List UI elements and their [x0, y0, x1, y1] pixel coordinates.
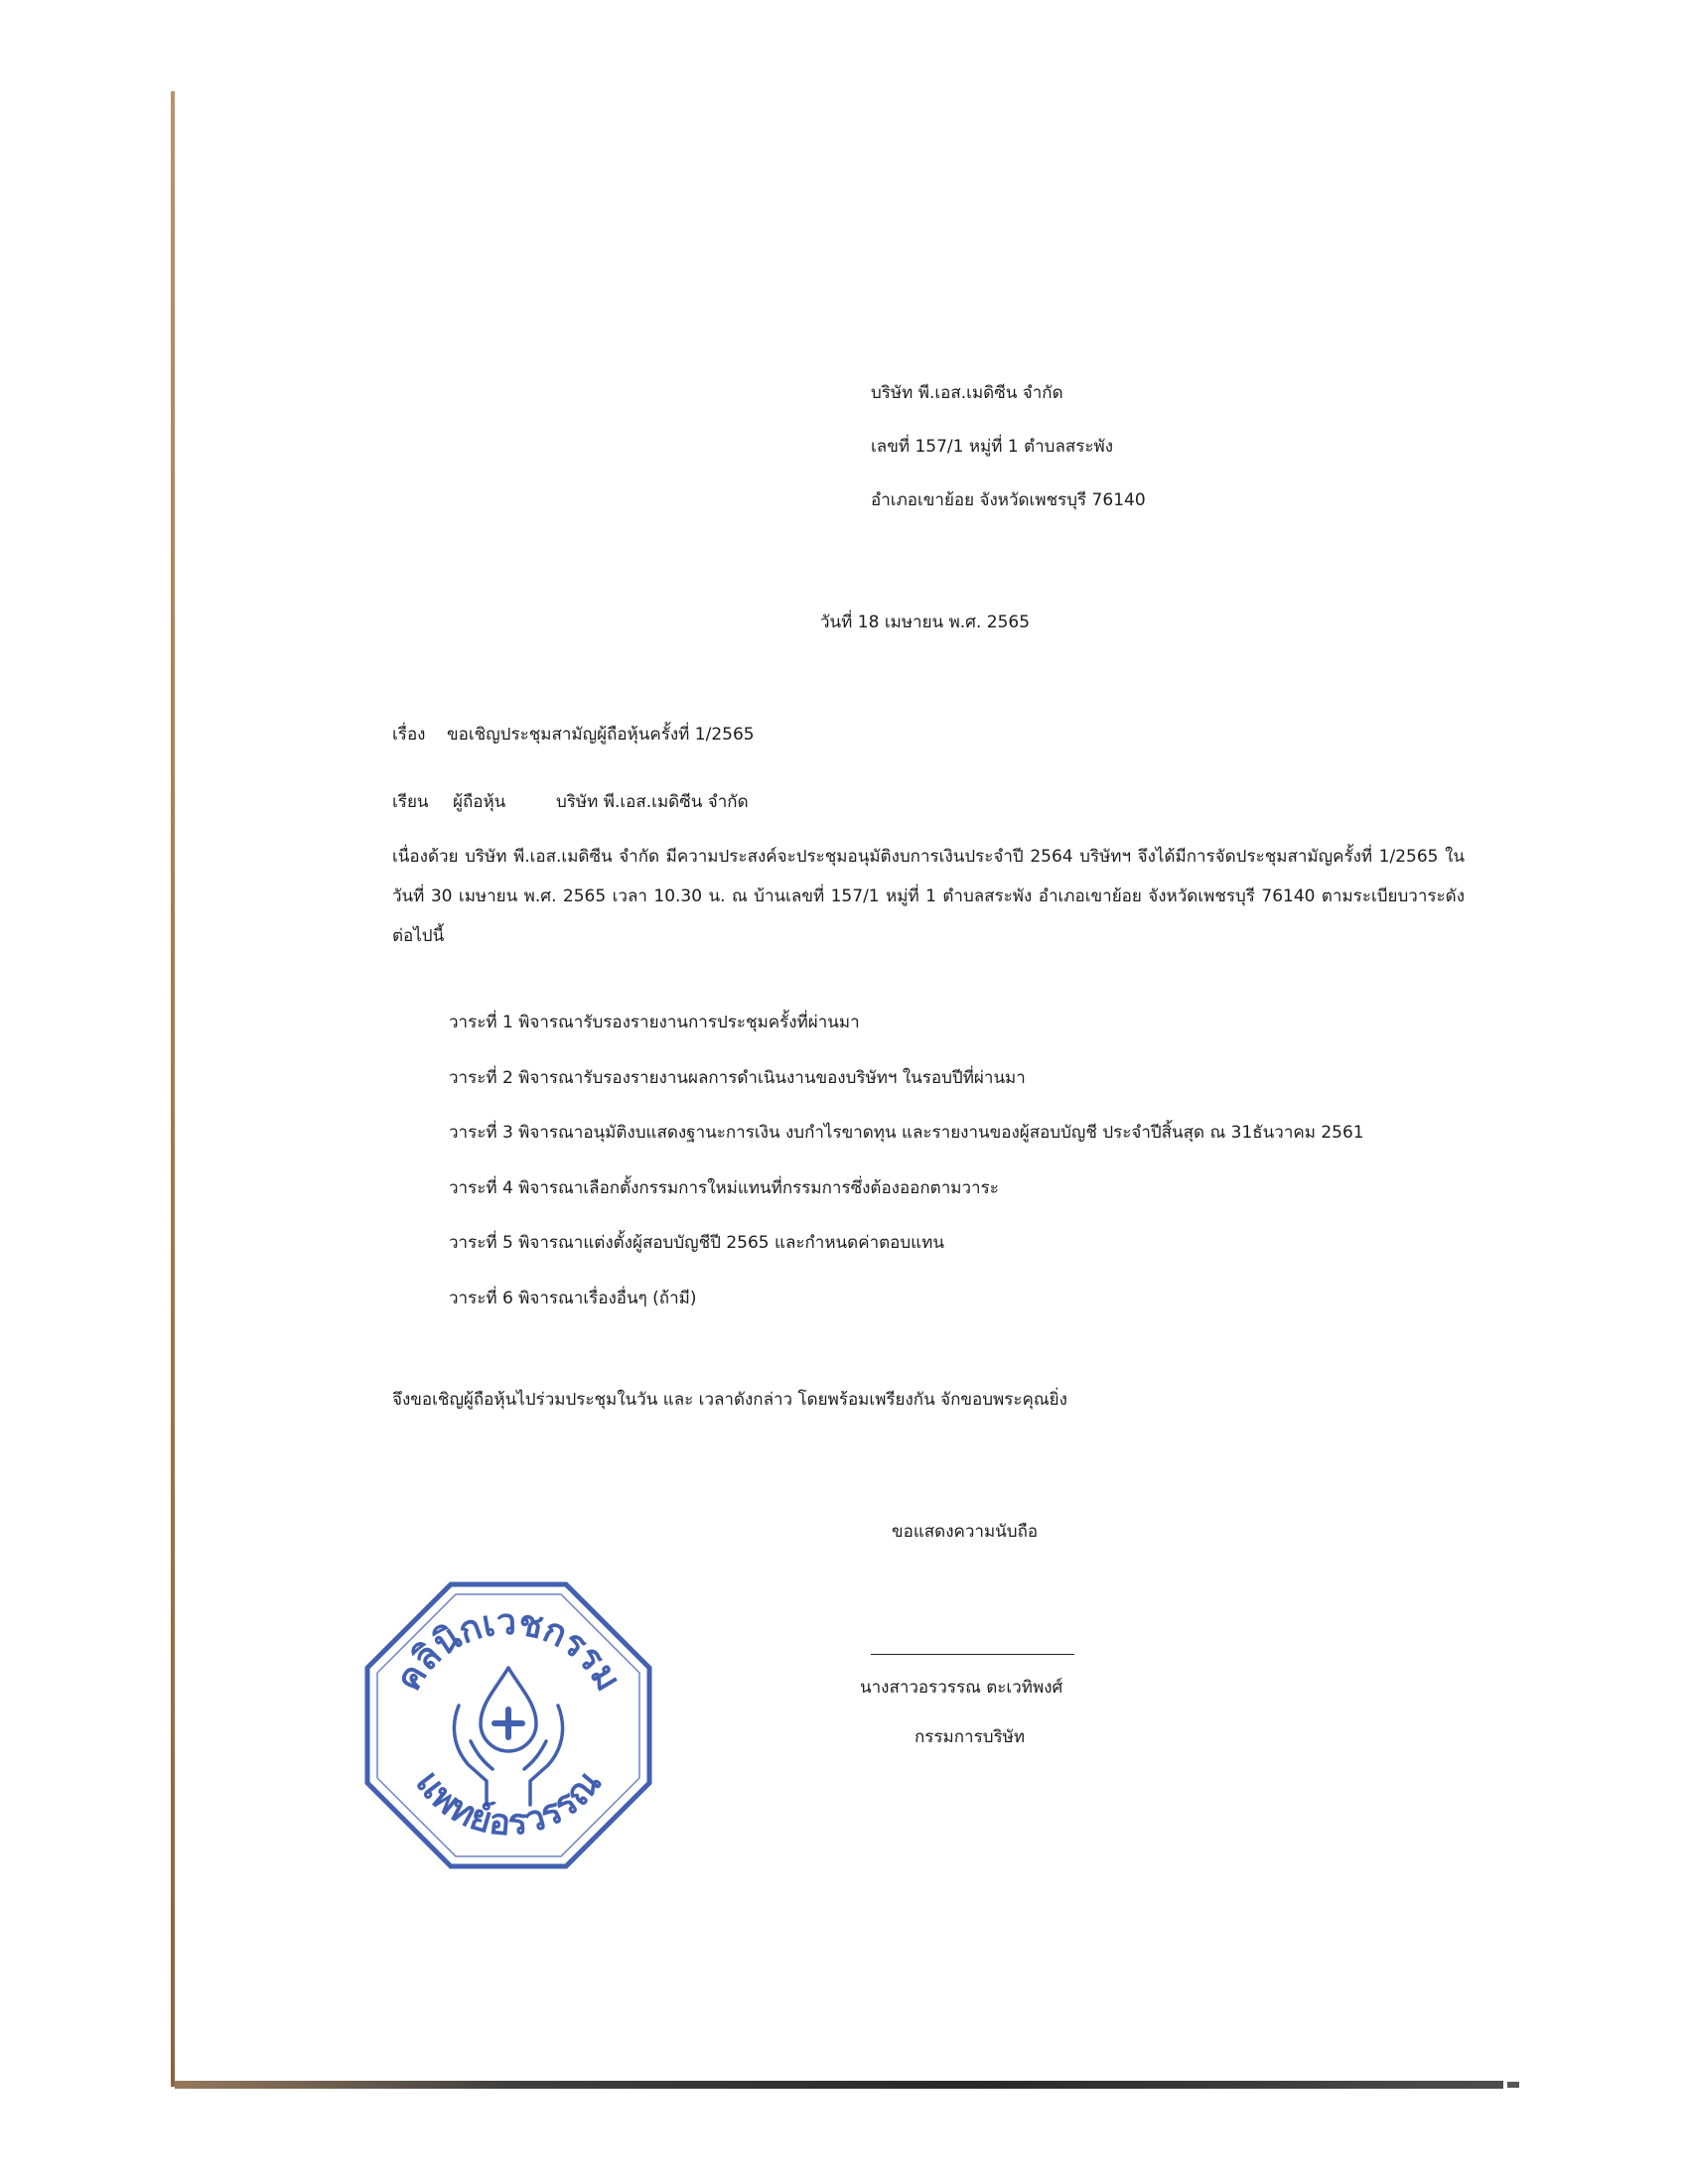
- signatory-name: นางสาวอรวรรณ ตะเวทิพงศ์: [860, 1678, 1063, 1698]
- agenda-item-3: วาระที่ 3 พิจารณาอนุมัติงบแสดงฐานะการเงิน งบกำไรขาดทุน และรายงานของผู้สอบบัญชี ประจำปีสิ้นสุด ณ 31ธันวาคม 2561: [449, 1123, 1364, 1143]
- scan-bottom-edge: [175, 2081, 1503, 2089]
- body-paragraph: เนื่องด้วย บริษัท พี.เอส.เมดิซีน จำกัด มีความประสงค์จะประชุมอนุมัติงบการเงินประจำปี 2564 บริษัทฯ จึงได้มีการจัดประชุมสามัญครั้งที่ 1/2565 ในวันที่ 30 เมษายน พ.ศ. 2565 เวลา 10.30 น. ณ บ้านเลขที่ 157/1 หมู่ที่ 1 ตำบลสระพัง อำเภอเขาย้อย จังหวัดเพชรบุรี 76140 ตามระเบียบวาระดังต่อไปนี้: [392, 847, 1465, 946]
- company-stamp: [359, 1576, 657, 1874]
- sender-company: บริษัท พี.เอส.เมดิซีน จำกัด: [871, 383, 1063, 403]
- stamp-bottom-text: แพทย์อรวรรณ: [407, 1762, 610, 1844]
- hands-droplet-icon: [454, 1668, 562, 1805]
- recipient-label: เรียน: [392, 792, 429, 812]
- subject-text: ขอเชิญประชุมสามัญผู้ถือหุ้นครั้งที่ 1/2565: [447, 725, 755, 745]
- agenda-item-4: วาระที่ 4 พิจารณาเลือกตั้งกรรมการใหม่แทนที่กรรมการซึ่งต้องออกตามวาระ: [449, 1178, 999, 1198]
- agenda-item-6: วาระที่ 6 พิจารณาเรื่องอื่นๆ (ถ้ามี): [449, 1289, 697, 1308]
- agenda-item-1: วาระที่ 1 พิจารณารับรองรายงานการประชุมครั้งที่ผ่านมา: [449, 1013, 860, 1032]
- stamp-top-text: คลินิกเวชกรรม: [387, 1601, 630, 1699]
- agenda-item-2: วาระที่ 2 พิจารณารับรองรายงานผลการดำเนินงานของบริษัทฯ ในรอบปีที่ผ่านมา: [449, 1068, 1026, 1088]
- scan-bottom-edge-end: [1507, 2082, 1519, 2088]
- signatory-title: กรรมการบริษัท: [914, 1727, 1026, 1747]
- recipient-name: ผู้ถือหุ้น: [453, 792, 506, 812]
- regards-text: ขอแสดงความนับถือ: [892, 1522, 1039, 1542]
- recipient-company: บริษัท พี.เอส.เมดิซีน จำกัด: [556, 792, 749, 812]
- agenda-item-5: วาระที่ 5 พิจารณาแต่งตั้งผู้สอบบัญชีปี 2565 และกำหนดค่าตอบแทน: [449, 1233, 944, 1253]
- signature-line: [871, 1654, 1074, 1655]
- letter-date: วันที่ 18 เมษายน พ.ศ. 2565: [820, 613, 1031, 632]
- scan-left-edge: [171, 91, 175, 2087]
- sender-address-line2: อำเภอเขาย้อย จังหวัดเพชรบุรี 76140: [871, 490, 1146, 510]
- sender-address-line1: เลขที่ 157/1 หมู่ที่ 1 ตำบลสระพัง: [871, 437, 1114, 457]
- subject-label: เรื่อง: [392, 725, 426, 745]
- closing-text: จึงขอเชิญผู้ถือหุ้นไปร่วมประชุมในวัน และ เวลาดังกล่าว โดยพร้อมเพรียงกัน จักขอบพระคุณยิ่ง: [392, 1390, 1067, 1410]
